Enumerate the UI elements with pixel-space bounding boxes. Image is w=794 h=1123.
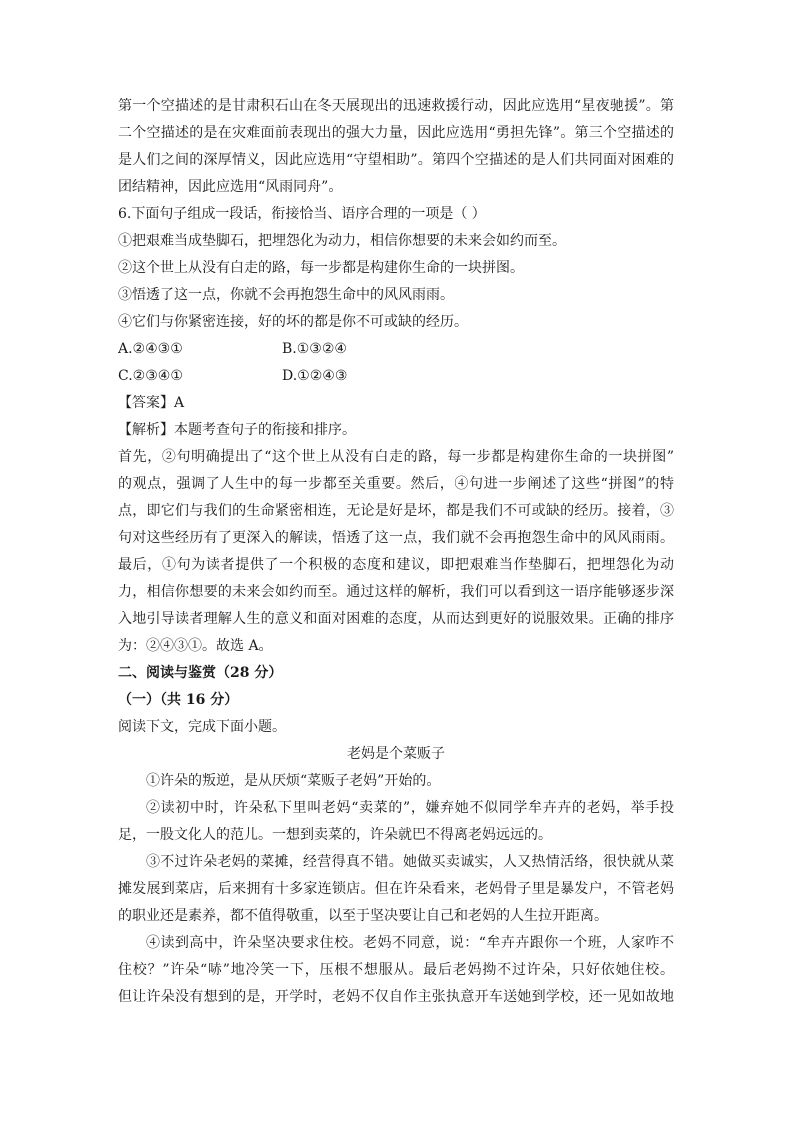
analysis-line: 首先，②句明确提出了“这个世上从没有白走的路，每一步都是构建你生命的一块拼图” <box>118 449 674 465</box>
sentence-option: ③悟透了这一点，你就不会再抱怨生命中的风风雨雨。 <box>118 287 454 303</box>
analysis-line: 点，即它们与我们的生命紧密相连，无论是好是坏，都是我们不可或缺的经历。接着，③ <box>118 503 674 519</box>
sentence-option: ④它们与你紧密连接，好的坏的都是你不可或缺的经历。 <box>118 314 468 330</box>
choice-c: C.②③④① <box>118 368 183 384</box>
story-line: 摊发展到菜店，后来拥有十多家连锁店。但在许朵看来，老妈骨子里是暴发户，不管老妈 <box>118 881 674 897</box>
sentence-option: ②这个世上从没有白走的路，每一步都是构建你生命的一块拼图。 <box>118 260 524 276</box>
answer-label: 【答案】A <box>118 395 185 411</box>
choice-d: D.①②④③ <box>282 368 348 384</box>
explanation-line: 二个空描述的是在灾难面前表现出的强大力量，因此应选用“勇担先锋”。第三个空描述的 <box>118 125 674 141</box>
document-page <box>118 93 674 1011</box>
story-title: 老妈是个菜贩子 <box>347 746 445 762</box>
instruction-text: 阅读下文，完成下面小题。 <box>118 719 286 735</box>
story-line: 足，一股文化人的范儿。一想到卖菜的，许朵就巴不得离老妈远远的。 <box>118 827 552 843</box>
story-line: 住校？”许朵“哧”地冷笑一下，压根不想服从。最后老妈拗不过许朵，只好依她住校。 <box>118 962 674 978</box>
explanation-line: 团结精神，因此应选用“风雨同舟”。 <box>118 179 343 195</box>
choice-row <box>118 363 674 390</box>
analysis-line: 为：②④③①。故选 A。 <box>118 638 273 654</box>
story-paragraph: ①许朵的叛逆，是从厌烦“菜贩子老妈”开始的。 <box>146 773 441 789</box>
choice-row <box>118 336 674 363</box>
subsection-heading: （一）（共 16 分） <box>118 692 239 708</box>
question-stem: 6.下面句子组成一段话，衔接恰当、语序合理的一项是（ ） <box>118 206 486 222</box>
analysis-line: 句对这些经历有了更深入的解读，悟透了这一点，我们就不会再抱怨生命中的风风雨雨。 <box>118 530 674 546</box>
choice-b: B.①③②④ <box>282 341 347 357</box>
story-paragraph: ③不过许朵老妈的菜摊，经营得真不错。她做买卖诚实，人又热情活络，很快就从菜 <box>146 854 674 870</box>
analysis-line: 最后，①句为读者提供了一个积极的态度和建议，即把艰难当作垫脚石，把埋怨化为动 <box>118 557 674 573</box>
story-line: 但让许朵没有想到的是，开学时，老妈不仅自作主张执意开车送她到学校，还一见如故地 <box>118 989 674 1005</box>
story-paragraph: ②读初中时，许朵私下里叫老妈“卖菜的”，嫌弃她不似同学牟卉卉的老妈，举手投 <box>146 800 674 816</box>
choice-a: A.②④③① <box>118 341 183 357</box>
analysis-line: 力，相信你想要的未来会如约而至。通过这样的解析，我们可以看到这一语序能够逐步深 <box>118 584 674 600</box>
sentence-option: ①把艰难当成垫脚石，把埋怨化为动力，相信你想要的未来会如约而至。 <box>118 233 566 249</box>
story-paragraph: ④读到高中，许朵坚决要求住校。老妈不同意，说：“牟卉卉跟你一个班，人家咋不 <box>146 935 674 951</box>
analysis-heading: 【解析】本题考查句子的衔接和排序。 <box>118 422 356 438</box>
analysis-line: 的观点，强调了人生中的每一步都至关重要。然后，④句进一步阐述了这些“拼图”的特 <box>118 476 674 492</box>
analysis-line: 入地引导读者理解人生的意义和面对困难的态度，从而达到更好的说服效果。正确的排序 <box>118 611 674 627</box>
explanation-line: 第一个空描述的是甘肃积石山在冬天展现出的迅速救援行动，因此应选用“星夜驰援”。第 <box>118 98 674 114</box>
section-heading: 二、阅读与鉴赏（28 分） <box>118 665 283 681</box>
explanation-line: 是人们之间的深厚情义，因此应选用“守望相助”。第四个空描述的是人们共同面对困难的 <box>118 152 674 168</box>
story-line: 的职业还是素养，都不值得敬重，以至于坚决要让自己和老妈的人生拉开距离。 <box>118 908 608 924</box>
